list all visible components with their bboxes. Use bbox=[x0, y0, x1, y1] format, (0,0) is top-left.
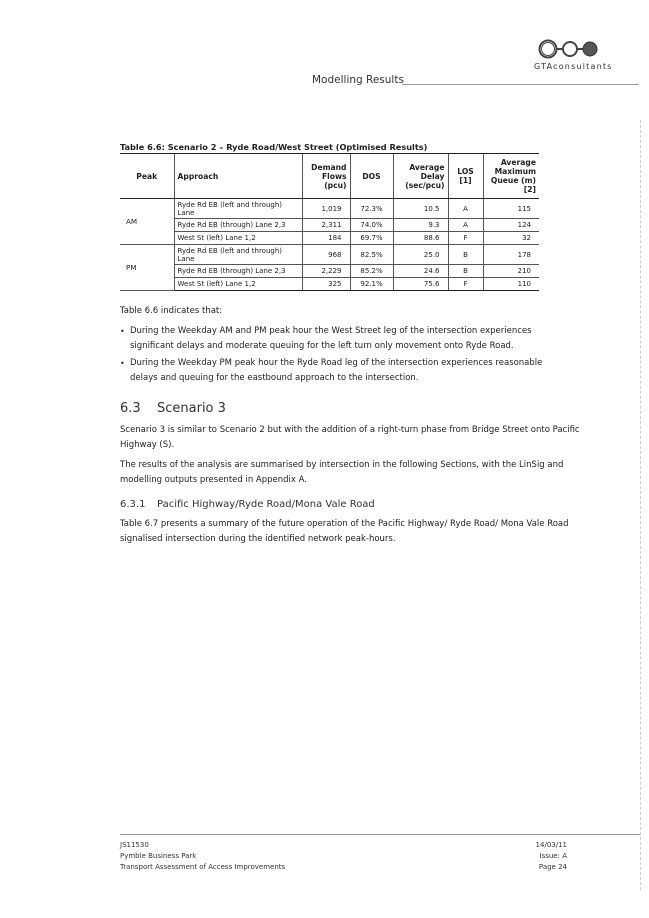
page-number: Page 24 bbox=[538, 863, 567, 871]
table-row bbox=[120, 278, 539, 291]
table-row bbox=[120, 245, 539, 265]
subsection-number: 6.3.1 bbox=[120, 499, 146, 510]
col-header-dos: DOS bbox=[350, 154, 393, 199]
approach-cell: West St (left) Lane 1,2 bbox=[174, 232, 302, 245]
flows-cell: 325 bbox=[302, 278, 350, 291]
approach-cell: Ryde Rd EB (through) Lane 2,3 bbox=[174, 265, 302, 278]
col-header-approach: Approach bbox=[174, 154, 302, 199]
paragraph-line: Table 6.7 presents a summary of the future operation of the Pacific Highway/ Ryde Road/ Mona Vale Road bbox=[120, 519, 569, 529]
logo-text: GTAconsultants bbox=[534, 62, 613, 71]
bullet-item-1 bbox=[130, 324, 532, 354]
col-header-peak: Peak bbox=[120, 154, 174, 199]
subsection-heading: Pacific Highway/Ryde Road/Mona Vale Road bbox=[157, 499, 375, 510]
approach-cell: Ryde Rd EB (left and through) Lane bbox=[174, 199, 302, 219]
bullet-2-line-1: During the Weekday PM peak hour the Ryde Road leg of the intersection experiences reasonable bbox=[130, 358, 543, 368]
header-rule bbox=[402, 84, 639, 85]
los-cell: B bbox=[448, 265, 483, 278]
delay-cell: 75.6 bbox=[393, 278, 448, 291]
queue-cell: 32 bbox=[483, 232, 539, 245]
paragraph-line: The results of the analysis are summarised by intersection in the following Sections, with the LinSig and bbox=[120, 460, 564, 470]
flows-cell: 2,311 bbox=[302, 219, 350, 232]
results-table bbox=[120, 153, 539, 291]
queue-cell: 124 bbox=[483, 219, 539, 232]
queue-cell: 115 bbox=[483, 199, 539, 219]
section-heading: Scenario 3 bbox=[157, 401, 226, 416]
delay-cell: 88.6 bbox=[393, 232, 448, 245]
dos-cell: 74.0% bbox=[350, 219, 393, 232]
col-header-average-queue: Average Maximum Queue (m) [2] bbox=[483, 154, 539, 199]
col-header-demand-flows: Demand Flows (pcu) bbox=[302, 154, 350, 199]
table-row bbox=[120, 219, 539, 232]
approach-cell: West St (left) Lane 1,2 bbox=[174, 278, 302, 291]
dos-cell: 82.5% bbox=[350, 245, 393, 265]
footer-left bbox=[120, 840, 285, 873]
table-caption: Table 6.6: Scenario 2 – Ryde Road/West Street (Optimised Results) bbox=[120, 142, 428, 152]
project-name: Pymble Business Park bbox=[120, 852, 197, 860]
approach-cell: Ryde Rd EB (left and through) Lane bbox=[174, 245, 302, 265]
bullet-1-line-2: significant delays and moderate queuing for the left turn only movement onto Ryde Road. bbox=[130, 341, 514, 351]
table-row bbox=[120, 199, 539, 219]
delay-cell: 24.6 bbox=[393, 265, 448, 278]
paragraph-line: signalised intersection during the identified network peak-hours. bbox=[120, 534, 396, 544]
peak-cell: AM bbox=[120, 199, 174, 245]
bullet-1-line-1: During the Weekday AM and PM peak hour the West Street leg of the intersection experiences bbox=[130, 326, 532, 336]
table-row bbox=[120, 232, 539, 245]
job-number: JS11530 bbox=[120, 841, 149, 849]
paragraph-line: modelling outputs presented in Appendix A. bbox=[120, 475, 308, 485]
scan-edge-line bbox=[640, 120, 641, 890]
bullet-icon: • bbox=[120, 359, 125, 368]
queue-cell: 110 bbox=[483, 278, 539, 291]
los-cell: B bbox=[448, 245, 483, 265]
results-summary-paragraph bbox=[120, 458, 563, 488]
delay-cell: 10.5 bbox=[393, 199, 448, 219]
table-row bbox=[120, 265, 539, 278]
table-intro-text: Table 6.6 indicates that: bbox=[120, 306, 223, 316]
report-title: Transport Assessment of Access Improvements bbox=[120, 863, 286, 871]
delay-cell: 9.3 bbox=[393, 219, 448, 232]
peak-cell: PM bbox=[120, 245, 174, 291]
los-cell: A bbox=[448, 199, 483, 219]
footer-right bbox=[536, 840, 567, 873]
dos-cell: 69.7% bbox=[350, 232, 393, 245]
footer-rule bbox=[120, 834, 640, 835]
dos-cell: 92.1% bbox=[350, 278, 393, 291]
report-date: 14/03/11 bbox=[535, 841, 567, 849]
los-cell: F bbox=[448, 278, 483, 291]
col-header-average-delay: Average Delay (sec/pcu) bbox=[393, 154, 448, 199]
flows-cell: 1,019 bbox=[302, 199, 350, 219]
gta-logo bbox=[534, 38, 614, 60]
table-6-7-paragraph bbox=[120, 517, 569, 547]
scenario-3-paragraph bbox=[120, 423, 580, 453]
flows-cell: 2,229 bbox=[302, 265, 350, 278]
bullet-2-line-2: delays and queuing for the eastbound approach to the intersection. bbox=[130, 373, 419, 383]
bullet-icon: • bbox=[120, 327, 125, 336]
issue-label: Issue: A bbox=[539, 852, 567, 860]
paragraph-line: Scenario 3 is similar to Scenario 2 but with the addition of a right-turn phase from Bridge Street onto Pacific bbox=[120, 425, 580, 435]
dos-cell: 72.3% bbox=[350, 199, 393, 219]
los-cell: A bbox=[448, 219, 483, 232]
paragraph-line: Highway (S). bbox=[120, 440, 175, 450]
section-header-title: Modelling Results bbox=[312, 74, 404, 86]
queue-cell: 178 bbox=[483, 245, 539, 265]
col-header-los: LOS [1] bbox=[448, 154, 483, 199]
bullet-item-2 bbox=[130, 356, 542, 386]
los-cell: F bbox=[448, 232, 483, 245]
delay-cell: 25.0 bbox=[393, 245, 448, 265]
flows-cell: 968 bbox=[302, 245, 350, 265]
flows-cell: 184 bbox=[302, 232, 350, 245]
queue-cell: 210 bbox=[483, 265, 539, 278]
dos-cell: 85.2% bbox=[350, 265, 393, 278]
table-header-row bbox=[120, 154, 539, 199]
approach-cell: Ryde Rd EB (through) Lane 2,3 bbox=[174, 219, 302, 232]
section-number: 6.3 bbox=[120, 401, 141, 416]
